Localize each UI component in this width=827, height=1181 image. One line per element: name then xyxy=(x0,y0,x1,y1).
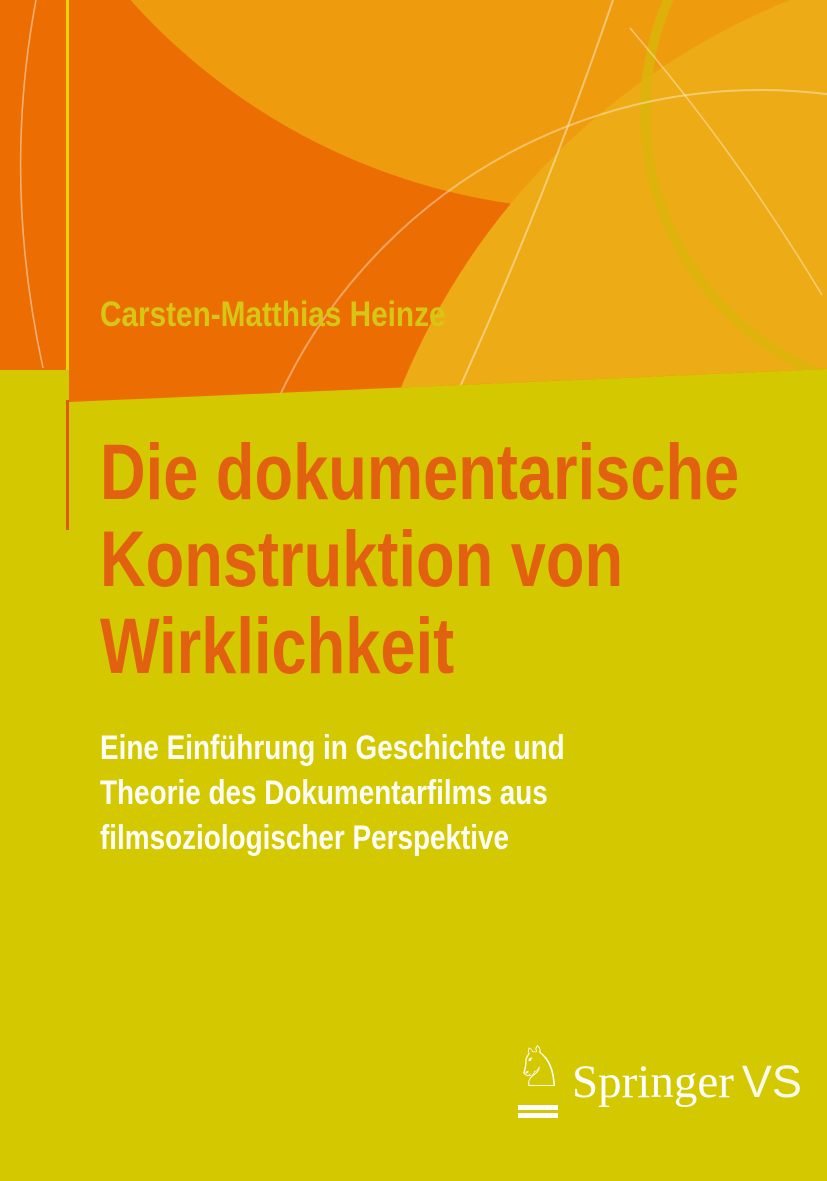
logo-underline-top xyxy=(518,1105,558,1110)
title-line-1: Die dokumentarische xyxy=(100,427,740,516)
book-subtitle xyxy=(100,726,565,861)
springer-horse-icon: ♘ xyxy=(516,1046,562,1118)
subtitle-line-3: filmsoziologischer Perspektive xyxy=(100,819,510,857)
author-name: Carsten-Matthias Heinze xyxy=(100,295,446,334)
subtitle-line-1: Eine Einführung in Geschichte und xyxy=(100,729,565,767)
subtitle-line-2: Theorie des Dokumentarfilms aus xyxy=(100,774,548,812)
publisher-name xyxy=(572,1058,802,1106)
publisher-name-springer: Springer xyxy=(572,1056,734,1108)
accent-line-orange xyxy=(66,400,69,530)
book-title xyxy=(100,428,739,689)
logo-underline-bottom xyxy=(518,1113,558,1118)
title-line-3: Wirklichkeit xyxy=(100,601,455,690)
publisher-name-vs: VS xyxy=(741,1056,802,1107)
title-line-2: Konstruktion von xyxy=(100,514,624,603)
accent-line-yellow xyxy=(66,0,69,402)
